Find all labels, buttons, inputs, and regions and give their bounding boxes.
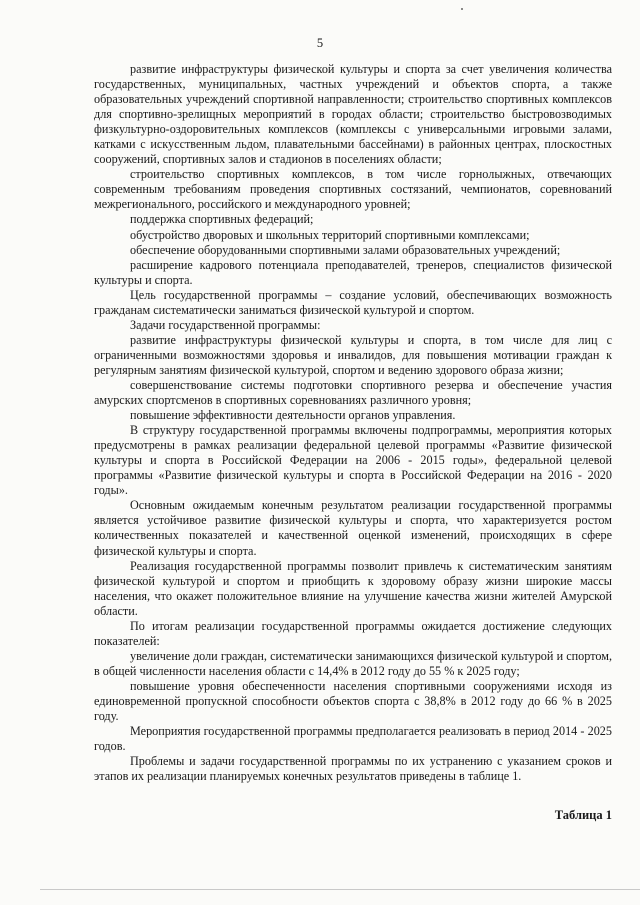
paragraph: совершенствование системы подготовки спортивного резерва и обеспечение участия амурских спортсменов в спортивных соревнованиях различного уровня;	[94, 377, 612, 408]
paragraph: развитие инфраструктуры физической культуры и спорта за счет увеличения количества государственных, муниципальных, частных учреждений и объектов спорта, а также образовательных учреждений спортивной направленности; строительство спортивных комплексов для спортивно-зрелищных мероприятий в городах области; строительство быстровозводимых физкультурно-оздоровительных комплексов (комплексы с универсальными игровыми залами, катками с искусственным льдом, плавательными бассейнами) в районных центрах, плоскостных сооружений, спортивных залов и стадионов в поселениях области;	[94, 62, 612, 167]
paragraph: Реализация государственной программы позволит привлечь к систематическим занятиям физической культурой и спортом и приобщить к здоровому образу жизни широкие массы населения, что окажет положительное влияние на улучшение качества жизни жителей Амурской области.	[94, 558, 612, 618]
paragraph: увеличение доли граждан, систематически занимающихся физической культурой и спортом, в общей численности населения области с 14,4% в 2012 году до 55 % к 2025 году;	[94, 648, 612, 678]
scan-bottom-edge	[40, 889, 640, 890]
paragraph: расширение кадрового потенциала преподавателей, тренеров, специалистов физической культуры и спорта.	[94, 257, 612, 287]
document-body	[94, 62, 612, 784]
paragraph: Цель государственной программы – создание условий, обеспечивающих возможность гражданам систематически заниматься физической культурой и спортом.	[94, 287, 612, 317]
page-number: 5	[316, 36, 324, 50]
paragraph: Мероприятия государственной программы предполагается реализовать в период 2014 - 2025 годов.	[94, 724, 612, 754]
paragraph: Задачи государственной программы:	[130, 317, 321, 332]
paragraph: развитие инфраструктуры физической культуры и спорта, в том числе для лиц с ограниченными возможностями здоровья и инвалидов, для повышения мотивации граждан к регулярным занятиям физической культурой, спортом и ведению здорового образа жизни;	[94, 332, 612, 377]
paragraph: обустройство дворовых и школьных территорий спортивными комплексами;	[130, 227, 530, 242]
paragraph: По итогам реализации государственной программы ожидается достижение следующих показателей:	[94, 618, 612, 648]
scan-artifact-dot	[461, 8, 463, 10]
paragraph: поддержка спортивных федераций;	[130, 212, 314, 227]
paragraph: Проблемы и задачи государственной программы по их устранению с указанием сроков и этапов их реализации планируемых конечных результатов приведены в таблице 1.	[94, 754, 612, 784]
paragraph: строительство спортивных комплексов, в том числе горнолыжных, отвечающих современным требованиям проведения спортивных состязаний, чемпионатов, соревнований межрегионального, российского и международного уровней;	[94, 167, 612, 212]
table-caption: Таблица 1	[554, 808, 612, 822]
paragraph: Основным ожидаемым конечным результатом реализации государственной программы является устойчивое развитие физической культуры и спорта, что характеризуется ростом количественных показателей и качественной оценкой изменений, происходящих в сфере физической культуры и спорта.	[94, 498, 612, 558]
paragraph: обеспечение оборудованными спортивными залами образовательных учреждений;	[130, 242, 561, 257]
paragraph: В структуру государственной программы включены подпрограммы, мероприятия которых предусмотрены в рамках реализации федеральной целевой программы «Развитие физической культуры и спорта в Российской Федерации на 2006 - 2015 годы», федеральной целевой программы «Развитие физической культуры и спорта в Российской Федерации на 2016 - 2020 годы».	[94, 423, 612, 498]
paragraph: повышение уровня обеспеченности населения спортивными сооружениями исходя из единовременной пропускной способности объектов спорта с 38,8% в 2012 году до 66 % в 2025 году.	[94, 678, 612, 724]
paragraph: повышение эффективности деятельности органов управления.	[130, 408, 456, 423]
